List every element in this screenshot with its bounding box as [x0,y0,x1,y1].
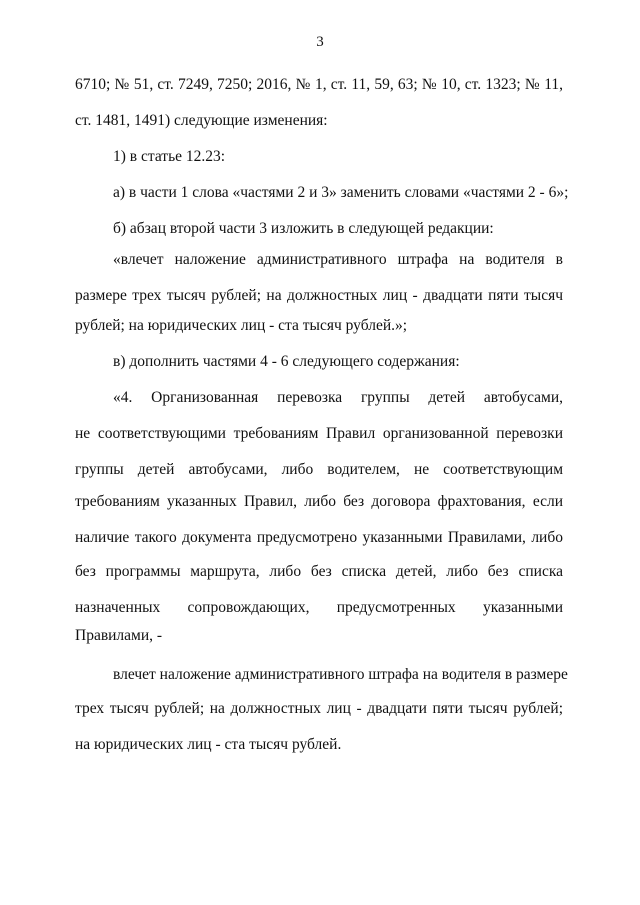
sanction-line: влечет наложение административного штрафа на водителя в размере [113,666,568,683]
article-line: не соответствующими требованиям Правил организованной перевозки [75,425,563,442]
list-item-1: 1) в статье 12.23: [113,148,226,165]
article-line: без программы маршрута, либо без списка детей, либо без списка [75,563,563,580]
article-line: требованиям указанных Правил, либо без договора фрахтования, если [75,493,563,510]
list-item-a: а) в части 1 слова «частями 2 и 3» заменить словами «частями 2 - 6»; [113,184,569,201]
page-number: 3 [316,34,324,50]
quote-line: рублей; на юридических лиц - ста тысяч рублей.»; [75,317,408,334]
article-line: группы детей автобусами, либо водителем, не соответствующим [75,461,563,478]
article-line: назначенных сопровождающих, предусмотренных указанными [75,599,563,616]
quote-line: «влечет наложение административного штрафа на водителя в [113,251,563,268]
article-line: «4. Организованная перевозка группы детей автобусами, [113,389,563,406]
list-item-b: б) абзац второй части 3 изложить в следующей редакции: [113,220,494,237]
list-item-c: в) дополнить частями 4 - 6 следующего содержания: [113,353,460,370]
quote-line: размере трех тысяч рублей; на должностных лиц - двадцати пяти тысяч [75,287,563,304]
text-line: 6710; № 51, ст. 7249, 7250; 2016, № 1, ст. 11, 59, 63; № 10, ст. 1323; № 11, [75,76,563,93]
sanction-line: трех тысяч рублей; на должностных лиц - двадцати пяти тысяч рублей; [75,700,563,717]
sanction-line: на юридических лиц - ста тысяч рублей. [75,736,342,753]
article-line: Правилами, - [75,627,163,644]
text-line: ст. 1481, 1491) следующие изменения: [75,112,328,129]
article-line: наличие такого документа предусмотрено указанными Правилами, либо [75,529,563,546]
